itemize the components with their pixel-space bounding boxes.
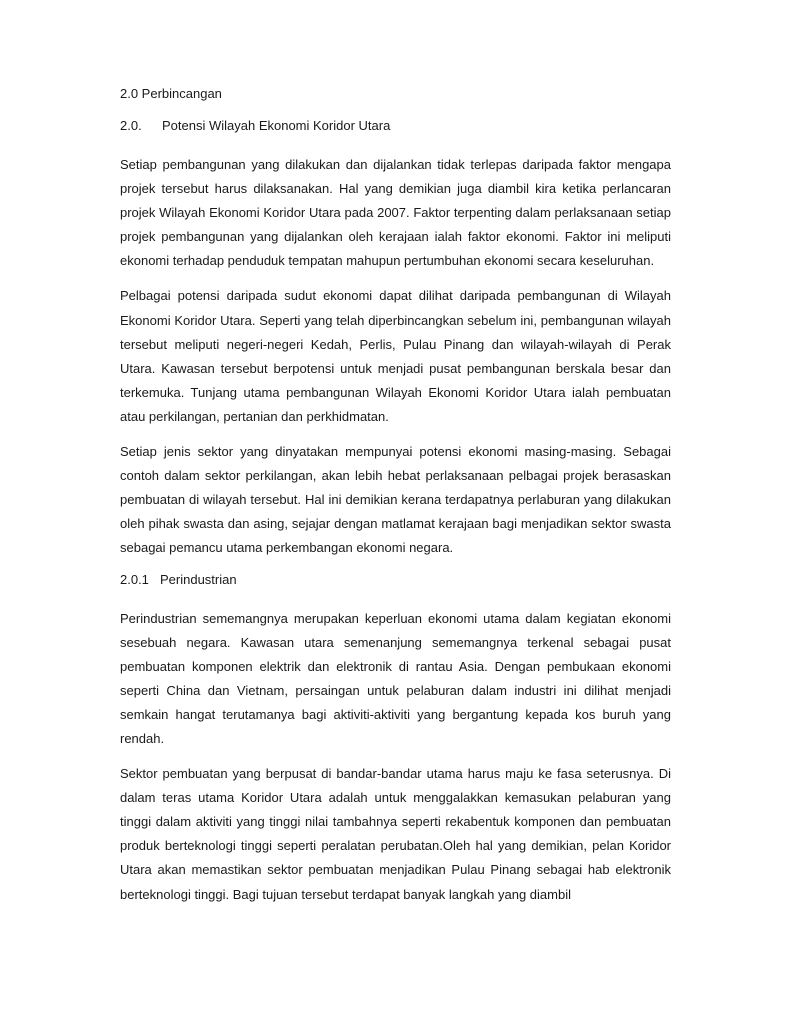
subsubsection-heading xyxy=(120,572,671,588)
subsubsection-number: 2.0.1 xyxy=(120,571,149,587)
paragraph: Pelbagai potensi daripada sudut ekonomi dapat dilihat daripada pembangunan di Wilayah Ekonomi Koridor Utara. Seperti yang telah diperbincangkan sebelum ini, pembangunan wilayah tersebut meliputi negeri-negeri Kedah, Perlis, Pulau Pinang dan wilayah-wilayah di Perak Utara. Kawasan tersebut berpotensi untuk menjadi pusat pembangunan berskala besar dan terkemuka. Tunjang utama pembangunan Wilayah Ekonomi Koridor Utara ialah pembuatan atau perkilangan, pertanian dan perkhidmatan. xyxy=(120,288,671,424)
paragraph: Setiap jenis sektor yang dinyatakan mempunyai potensi ekonomi masing-masing. Sebagai contoh dalam sektor perkilangan, akan lebih hebat perlaksanaan pelbagai projek berasaskan pembuatan di wilayah tersebut. Hal ini demikian kerana terdapatnya perlaburan yang dilakukan oleh pihak swasta dan asing, sejajar dengan matlamat kerajaan bagi menjadikan sektor swasta sebagai pemancu utama perkembangan ekonomi negara. xyxy=(120,444,671,556)
subsection-heading xyxy=(120,118,671,134)
paragraph: Perindustrian sememangnya merupakan keperluan ekonomi utama dalam kegiatan ekonomi sesebuah negara. Kawasan utara semenanjung sememangnya terkenal sebagai pusat pembuatan komponen elektrik dan elektronik di rantau Asia. Dengan pembukaan ekonomi seperti China dan Vietnam, persaingan untuk pelaburan dalam industri ini dilihat menjadi semkain hangat terutamanya bagi aktiviti-aktiviti yang bergantung kepada kos buruh yang rendah. xyxy=(120,610,671,746)
document-page xyxy=(120,86,671,918)
section-heading: 2.0 Perbincangan xyxy=(120,86,222,101)
subsubsection-title: Perindustrian xyxy=(160,571,237,587)
subsection-number: 2.0. xyxy=(120,118,142,133)
paragraph: Sektor pembuatan yang berpusat di bandar-bandar utama harus maju ke fasa seterusnya. Di dalam teras utama Koridor Utara adalah untuk menggalakkan kemasukan pelaburan yang tinggi dalam aktiviti yang tinggi nilai tambahnya seperti rekabentuk komponen dan pembuatan produk berteknologi tinggi seperti peralatan perubatan.Oleh hal yang demikian, pelan Koridor Utara akan memastikan sektor pembuatan menjadikan Pulau Pinang sebagai hab elektronik berteknologi tinggi. Bagi tujuan tersebut terdapat banyak langkah yang diambil xyxy=(120,766,671,902)
paragraph: Setiap pembangunan yang dilakukan dan dijalankan tidak terlepas daripada faktor mengapa projek tersebut harus dilaksanakan. Hal yang demikian juga diambil kira ketika perlancaran projek Wilayah Ekonomi Koridor Utara pada 2007. Faktor terpenting dalam perlaksanaan setiap projek pembangunan yang dijalankan oleh kerajaan ialah faktor ekonomi. Faktor ini meliputi ekonomi terhadap penduduk tempatan mahupun pertumbuhan ekonomi secara keseluruhan. xyxy=(120,157,671,269)
subsection-title: Potensi Wilayah Ekonomi Koridor Utara xyxy=(162,118,391,133)
